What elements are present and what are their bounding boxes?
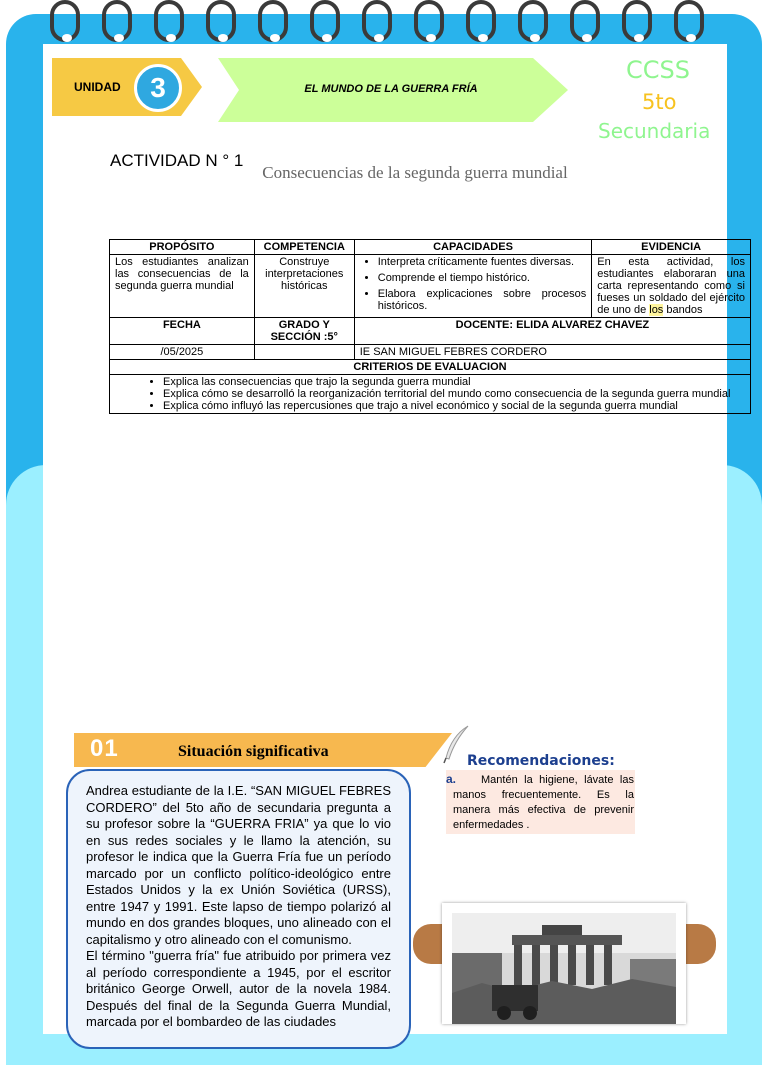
activity-title: Consecuencias de la segunda guerra mundial (262, 163, 568, 182)
evidencia-text-end: bandos (663, 304, 703, 316)
unit-label: UNIDAD (74, 80, 121, 94)
spiral-ring (50, 0, 80, 42)
cell-competencia: Construye interpretaciones históricas (254, 255, 354, 318)
war-ruins-photo (452, 913, 676, 1024)
capacidad-item: • Comprende el tiempo histórico. (378, 272, 587, 284)
spiral-ring (466, 0, 496, 42)
header-evidencia: EVIDENCIA (592, 240, 751, 255)
capacidad-item: • Elabora explicaciones sobre procesos históricos. (378, 288, 587, 312)
spiral-ring (258, 0, 288, 42)
spiral-ring (414, 0, 444, 42)
section-number: 01 (90, 735, 119, 762)
header-docente: DOCENTE: ELIDA ALVAREZ CHAVEZ (354, 318, 750, 345)
header-competencia: COMPETENCIA (254, 240, 354, 255)
criterio-item: • Explica cómo se desarrolló la reorganización territorial del mundo como consecuencia de la segunda guerra mundial (163, 388, 745, 400)
recommendation-text: Mantén la higiene, lávate las manos frecuentemente. Es la manera más efectiva de prevenir enfermedades . (453, 774, 634, 831)
spiral-ring (622, 0, 652, 42)
header-capacidades: CAPACIDADES (354, 240, 592, 255)
planning-table (109, 239, 751, 414)
header-fecha: FECHA (110, 318, 255, 345)
spiral-ring (206, 0, 236, 42)
situation-paragraph: El término "guerra fría" fue atribuido por primera vez al período correspondiente a 1945, por el escritor británico George Orwell, autor de la novela 1984. Después del final de la Segunda Guerra Mundial, marcada por el bombardeo de las ciudades (86, 948, 391, 1029)
cell-criterios (110, 375, 751, 414)
cell-capacidades (354, 255, 592, 318)
header-grado: GRADO Y SECCIÓN :5° (254, 318, 354, 345)
spiral-ring (570, 0, 600, 42)
cell-institucion: IE SAN MIGUEL FEBRES CORDERO (354, 345, 750, 360)
situation-text-box (66, 769, 411, 1049)
spiral-ring (154, 0, 184, 42)
criterio-item: • Explica cómo influyó las repercusiones que trajo a nivel económico y social de la segunda guerra mundial (163, 400, 745, 412)
spiral-ring (674, 0, 704, 42)
unit-number-badge: 3 (134, 64, 182, 112)
capacidad-item: • Interpreta críticamente fuentes diversas. (378, 256, 587, 268)
spiral-ring (310, 0, 340, 42)
course-grade: 5to (642, 90, 677, 114)
quill-icon (440, 724, 470, 764)
spiral-ring (362, 0, 392, 42)
spiral-ring (102, 0, 132, 42)
course-subject: CCSS (626, 56, 690, 84)
unit-title: EL MUNDO DE LA GUERRA FRÍA (304, 83, 478, 95)
cell-grado (254, 345, 354, 360)
activity-label: ACTIVIDAD N ° 1 (110, 151, 244, 170)
evidencia-text: En esta actividad, los estudiantes elaboraran una carta representando como si fueses un soldado del ejército de uno de (597, 256, 745, 316)
recommendations-title: Recomendaciones: (467, 753, 615, 769)
course-level: Secundaria (598, 119, 711, 143)
spiral-ring (518, 0, 548, 42)
header-proposito: PROPÓSITO (110, 240, 255, 255)
evidencia-highlight: los (649, 304, 664, 316)
section-title: Situación significativa (178, 743, 329, 760)
situation-paragraph: Andrea estudiante de la I.E. “SAN MIGUEL FEBRES CORDERO” del 5to año de secundaria pregunta a su profesor sobre la “GUERRA FRIA” ya que lo vio en sus redes sociales y le llamo la atención, su profesor le indica que la Guerra Fría fue un período marcado por un conflicto político-ideológico entre Estados Unidos y la ex Unión Soviética (URSS), entre 1947 y 1991. Este lapso de tiempo polarizó al mundo en dos grandes bloques, uno alineado con el capitalismo y otro alineado con el comunismo. (86, 783, 391, 947)
spiral-binding (40, 0, 740, 44)
recommendation-letter: a. (446, 772, 457, 786)
header-criterios: CRITERIOS DE EVALUACION (110, 360, 751, 375)
cell-proposito: Los estudiantes analizan las consecuencias de la segunda guerra mundial (110, 255, 255, 318)
cell-fecha: /05/2025 (110, 345, 255, 360)
cell-evidencia (592, 255, 751, 318)
criterio-item: • Explica las consecuencias que trajo la segunda guerra mundial (163, 376, 745, 388)
